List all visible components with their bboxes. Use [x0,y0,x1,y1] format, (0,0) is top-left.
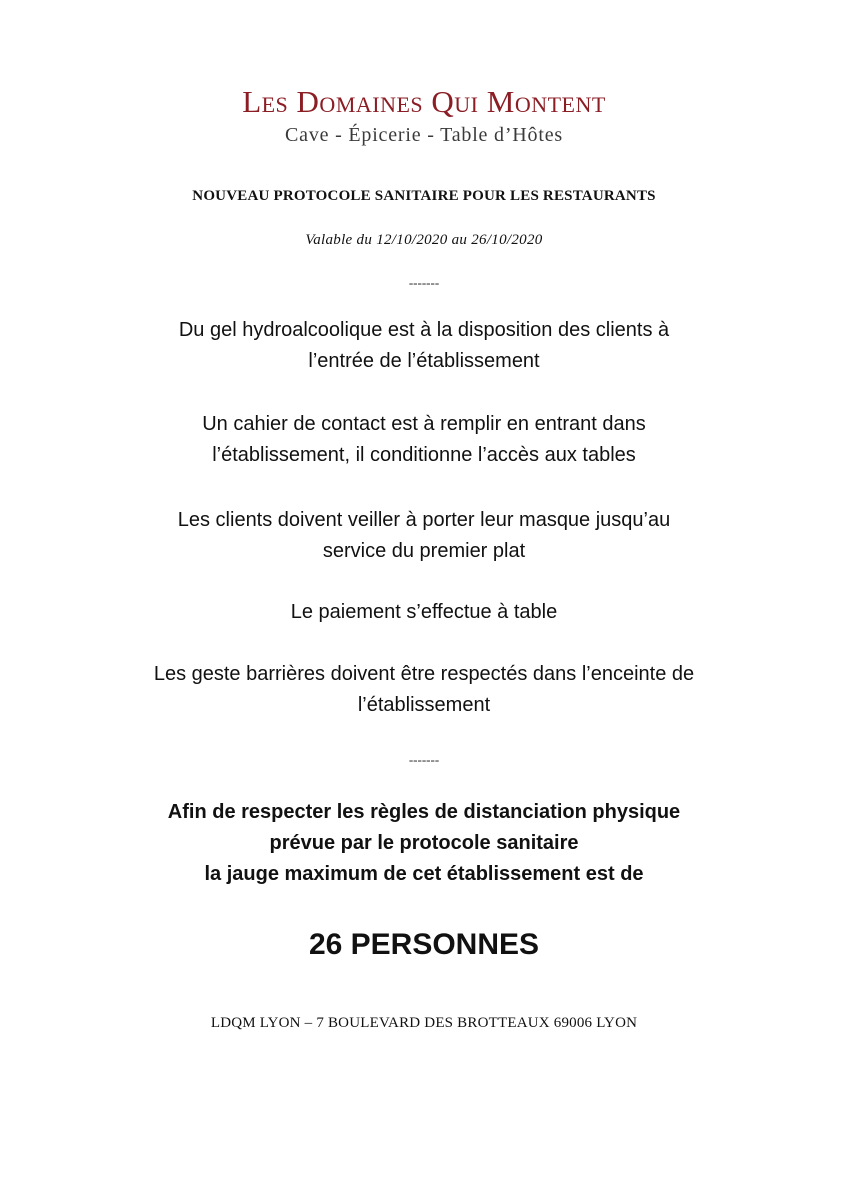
rule-line: l’établissement [357,694,491,716]
rule-line: Le paiement s’effectue à table [290,601,558,623]
brand-tagline: Cave - Épicerie - Table d’Hôtes [285,124,563,146]
rule-line: Du gel hydroalcoolique est à la disposition des clients à [178,319,670,341]
rule-line: l’établissement, il conditionne l’accès aux tables [212,444,636,466]
rule-line: service du premier plat [322,540,526,562]
rule-mask [0,505,848,567]
rule-barrier-gestures [0,659,848,721]
separator-top: ------- [408,275,440,290]
capacity-line: prévue par le protocole sanitaire [269,832,579,854]
rule-contact-book [0,409,848,471]
separator-bottom: ------- [408,752,440,767]
capacity-line: la jauge maximum de cet établissement est de [204,863,644,885]
rule-line: Un cahier de contact est à remplir en entrant dans [202,413,646,435]
brand-name: Les Domaines Qui Montent [242,84,606,119]
capacity-line: Afin de respecter les règles de distanciation physique [167,801,681,823]
rule-line: Les clients doivent veiller à porter leur masque jusqu’au [177,509,671,531]
rule-line: l’entrée de l’établissement [308,350,540,372]
capacity-statement [0,797,848,890]
footer-address: LDQM LYON – 7 BOULEVARD DES BROTTEAUX 69006 LYON [210,1015,638,1031]
rule-payment [0,597,848,628]
notice-title: NOUVEAU PROTOCOLE SANITAIRE POUR LES RESTAURANTS [192,188,656,204]
capacity-count: 26 PERSONNES [308,928,540,961]
rule-hand-gel [0,315,848,377]
rule-line: Les geste barrières doivent être respectés dans l’enceinte de [153,663,695,685]
validity-dates: Valable du 12/10/2020 au 26/10/2020 [305,232,543,248]
